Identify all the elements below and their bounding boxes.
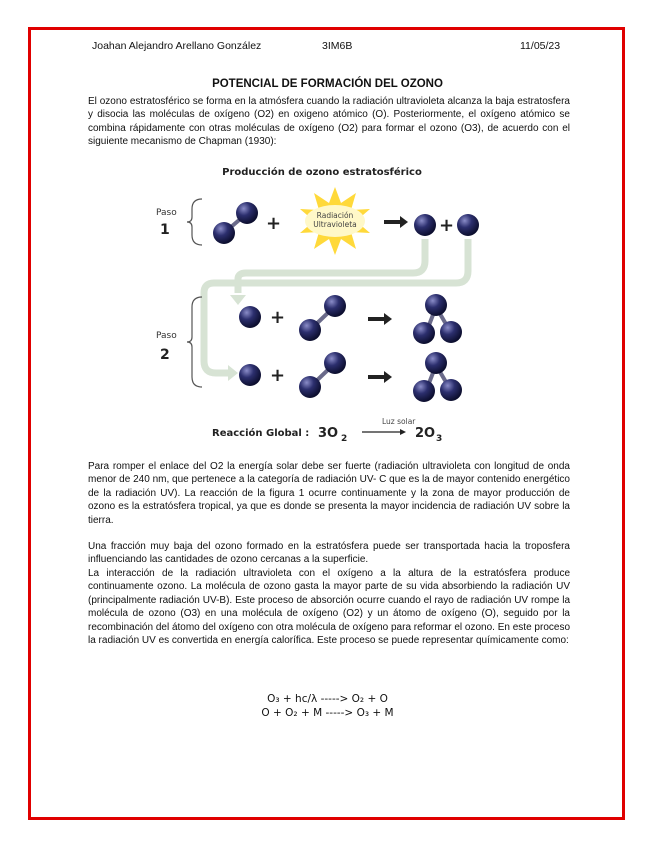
- arrow-label: Luz solar: [382, 417, 416, 426]
- reaction-arrow: [400, 216, 408, 228]
- reaction-arrow: [384, 371, 392, 383]
- global-reaction-label: Reacción Global :: [212, 428, 310, 439]
- flow-arrow-head-2: [228, 365, 238, 381]
- body-paragraph-2: Una fracción muy baja del ozono formado en la estratósfera puede ser transportada hacia la troposfera influenciando las cantidades de ozono cercanas a la superficie.: [88, 541, 570, 566]
- equation-1: O₃ + hc/λ -----> O₂ + O: [267, 693, 388, 705]
- step1-word: Paso: [156, 208, 177, 218]
- step2-number: 2: [160, 347, 170, 363]
- o2-molecule: [213, 202, 258, 244]
- global-product-sub: 3: [436, 434, 443, 444]
- o3-molecule: [413, 294, 462, 344]
- step2-word: Paso: [156, 331, 177, 341]
- body-paragraph-3: La interacción de la radiación ultravioleta con el oxígeno a la altura de la estratósfera produce continuamente ozono. La molécula de ozono gasta la mayor parte de su vida absorbiendo la radiación UV (principalmente radiación UV-B). Este proceso de absorción ocurre cuando el rayo de radiación UV rompe la molécula de ozono (O3) en una molécula de oxígeno (O2) y un átomo de oxígeno (O), seguido por la recombinación del átomo del oxígeno con otra molécula de oxígeno para reformar el ozono. En este proceso la radiación UV es convertida en energía calorífica. Este proceso se puede representar químicamente como:: [88, 568, 570, 647]
- o2-molecule: [299, 295, 346, 341]
- flow-arrow-head-1: [230, 295, 246, 305]
- author-name: Joahan Alejandro Arellano González: [92, 40, 262, 52]
- o2-molecule: [299, 352, 346, 398]
- plus-sign: +: [266, 213, 282, 234]
- oxygen-atom: [213, 222, 235, 244]
- plus-sign: +: [270, 307, 286, 328]
- document-title: POTENCIAL DE FORMACIÓN DEL OZONO: [212, 78, 443, 90]
- date: 11/05/23: [520, 40, 561, 52]
- global-arrow: [400, 429, 406, 435]
- intro-paragraph: El ozono estratosférico se forma en la atmósfera cuando la radiación ultravioleta alcanza la baja estratosfera y disocia las moléculas de oxígeno (O2) en oxigeno atómico (O). Posteriormente, el oxígeno atómico se combina rápidamente con otras moléculas de oxígeno (O2) para formar el ozono (O3), de acuerdo con el siguiente mecanismo de Chapman (1930):: [88, 96, 570, 148]
- figure-svg: [150, 165, 495, 450]
- group-code: 3IM6B: [322, 40, 353, 52]
- global-reactant: 3O: [318, 426, 339, 441]
- uv-label-line1: Radiación: [316, 211, 354, 220]
- global-reactant-sub: 2: [341, 434, 348, 444]
- ozone-figure: [150, 165, 495, 450]
- figure-title: Producción de ozono estratosférico: [222, 167, 422, 178]
- oxygen-atom: [414, 214, 436, 236]
- body-paragraph-1: Para romper el enlace del O2 la energía solar debe ser fuerte (radiación ultravioleta con longitud de onda menor de 240 nm, que pertenece a la categoría de radiación UV- C que es la de mayor contenido energético de la radiación UV). La reacción de la figura 1 ocurre continuamente y la zona de mayor producción de ozono es la estratósfera tropical, ya que es donde se presenta la mayor incidencia de radiación UV sobre la tierra.: [88, 461, 570, 526]
- reaction-arrow: [384, 313, 392, 325]
- uv-label-line2: Ultravioleta: [313, 220, 357, 229]
- o3-molecule: [413, 352, 462, 402]
- step1-number: 1: [160, 222, 170, 238]
- step2-brace: [187, 297, 202, 387]
- oxygen-atom: [239, 364, 261, 386]
- oxygen-atom: [236, 202, 258, 224]
- oxygen-atom: [457, 214, 479, 236]
- oxygen-atom: [239, 306, 261, 328]
- global-product: 2O: [415, 426, 436, 441]
- plus-sign: +: [270, 365, 286, 386]
- plus-sign: +: [439, 215, 455, 236]
- equation-2: O + O₂ + M -----> O₃ + M: [261, 707, 394, 719]
- step1-brace: [187, 199, 202, 245]
